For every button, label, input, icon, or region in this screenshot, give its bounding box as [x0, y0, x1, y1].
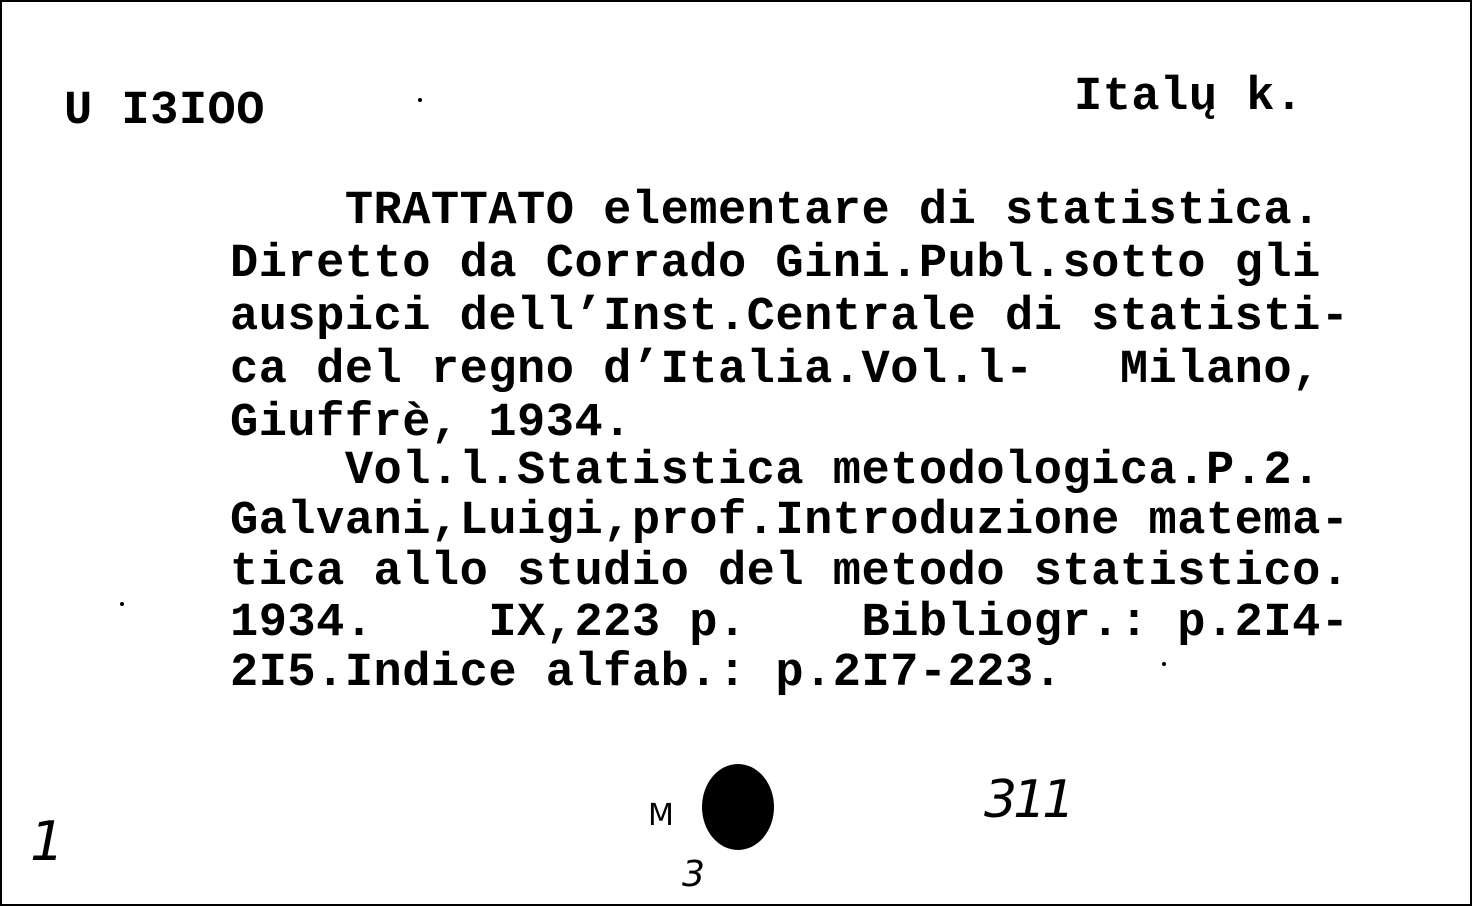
body-line: 1934. IX,223 p. Bibliogr.: p.2I4- — [230, 597, 1350, 650]
title-line: TRATTATO elementare di statistica. — [230, 185, 1321, 238]
handwritten-three-mark: 3 — [682, 854, 705, 895]
body-line: 2I5.Indice alfab.: p.2I7-223. — [230, 647, 1063, 700]
handwritten-m-mark: M — [648, 798, 674, 833]
speck — [1162, 662, 1166, 666]
body-line: Giuffrè, 1934. — [230, 397, 632, 450]
body-line: Diretto da Corrado Gini.Publ.sotto gli — [230, 238, 1321, 291]
location-label: Italų k. — [1074, 71, 1304, 124]
body-line: tica allo studio del metodo statistico. — [230, 546, 1350, 599]
body-line: auspici dell’Inst.Centrale di statisti- — [230, 291, 1350, 344]
speck — [120, 602, 124, 606]
volume-line: Vol.l.Statistica metodologica.P.2. — [230, 445, 1321, 498]
handwritten-number: 311 — [984, 770, 1072, 830]
speck — [418, 98, 422, 102]
body-line: Galvani,Luigi,prof.Introduzione matema- — [230, 495, 1350, 548]
punch-hole — [702, 764, 774, 850]
body-line: ca del regno d’Italia.Vol.l- Milano, — [230, 344, 1321, 397]
call-number: U I3IOO — [64, 85, 265, 138]
handwritten-left-mark: 1 — [30, 810, 65, 873]
